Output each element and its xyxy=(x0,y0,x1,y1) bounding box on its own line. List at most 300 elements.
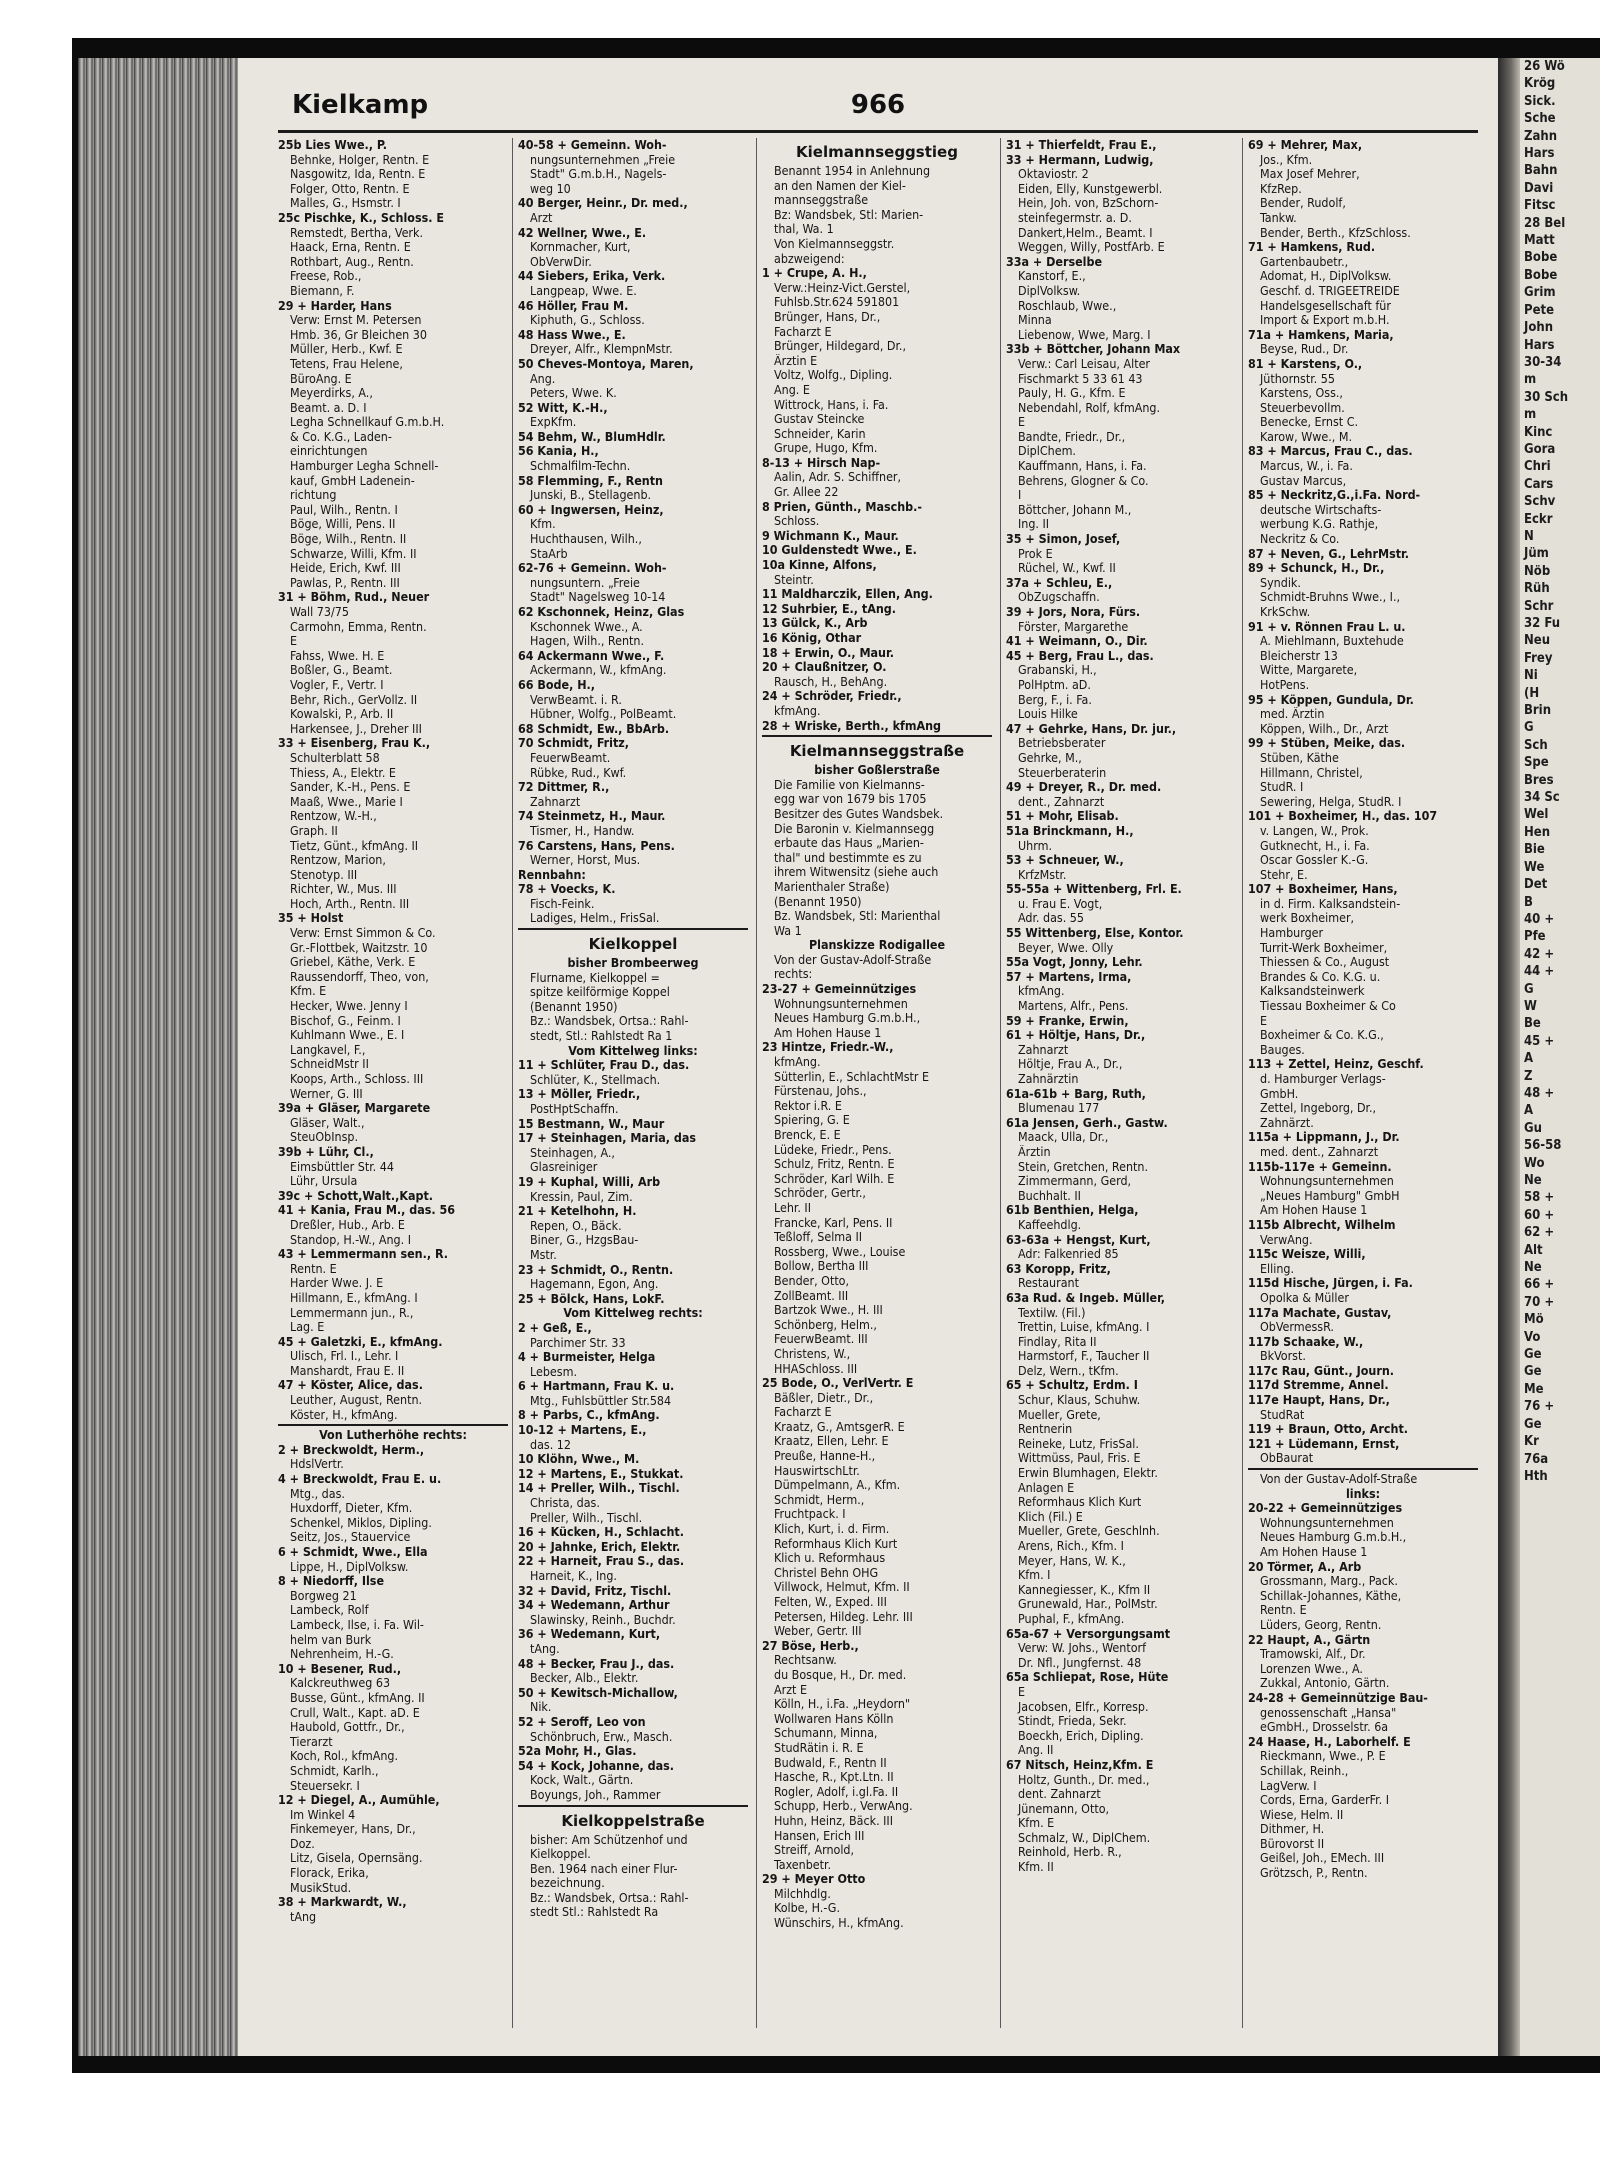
directory-entry: bisher: Am Schützenhof und xyxy=(530,1832,688,1847)
directory-entry: Reformhaus Klich Kurt xyxy=(1018,1495,1142,1510)
directory-entry: 23 + Schmidt, O., Rentn. xyxy=(518,1262,674,1277)
directory-entry: 14 + Preller, Wilh., Tischl. xyxy=(518,1481,680,1496)
directory-entry: Oscar Gossler K.-G. xyxy=(1260,853,1369,868)
directory-entry: Petersen, Hildeg. Lehr. III xyxy=(774,1609,913,1624)
directory-entry: 51a Brinckmann, H., xyxy=(1006,823,1134,838)
next-page-line: Ge xyxy=(1524,1347,1542,1363)
directory-entry: Milchhdlg. xyxy=(774,1886,831,1901)
directory-entry: stedt, Stl.: Rahlstedt Ra 1 xyxy=(530,1029,673,1044)
directory-entry: Kiphuth, G., Schloss. xyxy=(530,313,645,328)
directory-entry: 91 + v. Rönnen Frau L. u. xyxy=(1248,619,1406,634)
directory-entry: 8 Prien, Günth., Maschb.- xyxy=(762,499,923,514)
directory-entry: Schröder, Gertr., xyxy=(774,1186,866,1201)
directory-entry: Jünemann, Otto, xyxy=(1018,1801,1110,1816)
directory-entry: 33 + Eisenberg, Frau K., xyxy=(278,736,431,751)
directory-entry: Steinhagen, A., xyxy=(530,1145,615,1160)
directory-entry: Rentnerin xyxy=(1018,1422,1073,1437)
directory-entry: Lüdeke, Friedr., Pens. xyxy=(774,1142,892,1157)
directory-entry: 20 + Jahnke, Erich, Elektr. xyxy=(518,1539,681,1554)
directory-entry: Kock, Walt., Gärtn. xyxy=(530,1773,634,1788)
directory-entry: 89 + Schunck, H., Dr., xyxy=(1248,561,1385,576)
directory-entry: Weber, Gertr. III xyxy=(774,1624,862,1639)
directory-entry: 50 + Kewitsch-Michallow, xyxy=(518,1685,678,1700)
directory-entry: 74 Steinmetz, H., Maur. xyxy=(518,809,666,824)
directory-entry: Syndik. xyxy=(1260,575,1301,590)
directory-entry: Verw.: Carl Leisau, Alter xyxy=(1018,356,1151,371)
next-page-line: Ne xyxy=(1524,1173,1542,1188)
directory-entry: 56 Kania, H., xyxy=(518,444,599,459)
directory-entry: Bischof, G., Feinm. I xyxy=(290,1013,401,1028)
directory-entry: Marcus, W., i. Fa. xyxy=(1260,459,1353,474)
next-page-line: 48 + xyxy=(1524,1085,1555,1101)
directory-entry: Stadt" Nagelsweg 10-14 xyxy=(530,590,666,605)
directory-entry: ihrem Witwensitz (siehe auch xyxy=(774,865,939,880)
directory-entry: Rogler, Adolf, i.gl.Fa. II xyxy=(774,1784,899,1799)
directory-entry: Rentn. E xyxy=(1260,1603,1307,1618)
directory-entry: Tismer, H., Handw. xyxy=(530,823,635,838)
directory-entry: Von Kielmannseggstr. xyxy=(774,236,895,251)
directory-entry: 117a Machate, Gustav, xyxy=(1248,1305,1392,1320)
next-page-line: Spe xyxy=(1524,755,1549,771)
directory-entry: Flurname, Kielkoppel = xyxy=(530,970,660,985)
directory-entry: PolHptm. aD. xyxy=(1018,677,1091,692)
directory-entry: 33b + Böttcher, Johann Max xyxy=(1006,342,1181,357)
directory-entry: Haack, Erna, Rentn. E xyxy=(290,240,411,255)
next-page-line: 60 + xyxy=(1524,1207,1555,1223)
directory-entry: Biemann, F. xyxy=(290,283,355,298)
section-subheading: Von Lutherhöhe rechts: xyxy=(319,1428,467,1443)
directory-entry: 72 Dittmer, R., xyxy=(518,780,610,795)
directory-entry: Mtg., das. xyxy=(290,1486,345,1501)
directory-entry: Biner, G., HzgsBau- xyxy=(530,1233,639,1248)
directory-entry: 43 + Lemmermann sen., R. xyxy=(278,1247,448,1262)
directory-entry: Lambeck, Rolf xyxy=(290,1603,369,1618)
next-page-line: Fitsc xyxy=(1524,198,1556,214)
directory-entry: 101 + Boxheimer, H., das. 107 xyxy=(1248,809,1438,824)
next-page-line: Hars xyxy=(1524,146,1555,162)
directory-entry: 27 Böse, Herb., xyxy=(762,1638,859,1653)
directory-entry: Tramowski, Alf., Dr. xyxy=(1260,1647,1366,1662)
directory-entry: 62-76 + Gemeinn. Woh- xyxy=(518,561,667,576)
next-page-line: Gora xyxy=(1524,441,1556,457)
section-subheading: bisher Brombeerweg xyxy=(567,956,699,971)
directory-entry: 48 Hass Wwe., E. xyxy=(518,327,626,342)
directory-entry: Schneider, Karin xyxy=(774,426,866,441)
next-page-line: Me xyxy=(1524,1381,1544,1397)
directory-entry: Koch, Rol., kfmAng. xyxy=(290,1749,399,1764)
next-page-line: 32 Fu xyxy=(1524,616,1561,631)
directory-entry: 67 Nitsch, Heinz,Kfm. E xyxy=(1006,1757,1154,1772)
directory-entry: 61b Benthien, Helga, xyxy=(1006,1203,1139,1218)
directory-entry: Meyerdirks, A., xyxy=(290,386,373,401)
next-page-line: Wel xyxy=(1524,807,1549,823)
directory-entry: HotPens. xyxy=(1260,677,1310,692)
directory-entry: Langkavel, F., xyxy=(290,1042,366,1057)
directory-entry: 11 + Schlüter, Frau D., das. xyxy=(518,1058,690,1073)
directory-entry: Köppen, Wilh., Dr., Arzt xyxy=(1260,721,1389,736)
next-page-line: Davi xyxy=(1524,180,1554,196)
directory-entry: Lebesm. xyxy=(530,1364,577,1379)
directory-entry: Harkensee, J., Dreher III xyxy=(290,721,422,736)
directory-entry: Gr.-Flottbek, Waitzstr. 10 xyxy=(290,940,428,955)
directory-entry: Zahnarzt xyxy=(530,794,581,809)
directory-entry: Wiese, Helm. II xyxy=(1260,1807,1344,1822)
column-1 xyxy=(278,138,508,2038)
directory-entry: 25 + Bölck, Hans, LokF. xyxy=(518,1291,665,1306)
directory-entry: spitze keilförmige Koppel xyxy=(530,985,670,1000)
next-page-line: 30-34 xyxy=(1524,354,1562,370)
directory-entry: Schmidt, Herm., xyxy=(774,1492,865,1507)
directory-entry: Pauly, H. G., Kfm. E xyxy=(1018,386,1126,401)
directory-entry: Boßler, G., Beamt. xyxy=(290,663,393,678)
street-heading: Kielmannseggstraße xyxy=(789,742,965,761)
directory-entry: 16 König, Othar xyxy=(762,631,862,645)
directory-entry: HauswirtschLtr. xyxy=(774,1463,860,1478)
directory-entry: Kfm. xyxy=(530,517,556,532)
directory-entry: Preller, Wilh., Tischl. xyxy=(530,1510,643,1525)
directory-entry: Hein, Joh. von, BzSchorn- xyxy=(1018,196,1159,211)
directory-entry: 62 Kschonnek, Heinz, Glas xyxy=(518,605,685,619)
directory-entry: Grossmann, Marg., Pack. xyxy=(1260,1574,1398,1589)
directory-entry: Benecke, Ernst C. xyxy=(1260,415,1359,430)
column-2 xyxy=(518,138,748,2038)
next-page-line: 56-58 xyxy=(1524,1138,1562,1154)
directory-page xyxy=(238,58,1498,2056)
directory-entry: DiplVolksw. xyxy=(1018,283,1081,298)
directory-entry: Wittmüss, Paul, Fris. E xyxy=(1018,1451,1141,1466)
directory-entry: Sewering, Helga, StudR. I xyxy=(1260,794,1402,809)
directory-entry: Hmb. 36, Gr Bleichen 30 xyxy=(290,327,427,342)
directory-entry: 52a Mohr, H., Glas. xyxy=(518,1744,637,1759)
directory-entry: Hillmann, Christel, xyxy=(1260,765,1363,780)
directory-entry: Ulisch, Frl. I., Lehr. I xyxy=(290,1349,399,1364)
directory-entry: Finkemeyer, Hans, Dr., xyxy=(290,1822,416,1837)
next-page-line: 34 Sc xyxy=(1524,790,1560,806)
directory-entry: Handelsgesellschaft für xyxy=(1260,298,1391,313)
directory-entry: 41 + Kania, Frau M., das. 56 xyxy=(278,1203,456,1218)
directory-entry: Rossberg, Wwe., Louise xyxy=(774,1244,906,1259)
directory-entry: Nehrenheim, H.-G. xyxy=(290,1647,394,1662)
directory-entry: 24-28 + Gemeinnützige Bau- xyxy=(1248,1690,1428,1705)
next-page-line: Grim xyxy=(1524,285,1556,301)
directory-entry: 51 + Mohr, Elisab. xyxy=(1006,809,1119,824)
directory-entry: Hagemann, Egon, Ang. xyxy=(530,1277,659,1292)
directory-entry: 55 Wittenberg, Else, Kontor. xyxy=(1006,926,1184,941)
directory-entry: 54 Behm, W., BlumHdlr. xyxy=(518,429,666,444)
directory-entry: Beyer, Wwe. Olly xyxy=(1018,940,1114,955)
directory-entry: ObZugschaffn. xyxy=(1018,590,1100,605)
directory-entry: I xyxy=(1018,488,1022,503)
directory-entry: Vogler, F., Vertr. I xyxy=(290,677,384,692)
directory-entry: 76 Carstens, Hans, Pens. xyxy=(518,838,675,853)
directory-entry: Francke, Karl, Pens. II xyxy=(774,1215,893,1230)
directory-entry: Ing. II xyxy=(1018,517,1050,532)
column-divider xyxy=(756,138,757,2028)
directory-entry: Schmidt, Karlh., xyxy=(290,1763,379,1778)
directory-entry: Nasgowitz, Ida, Rentn. E xyxy=(290,167,426,182)
directory-entry: Behr, Rich., GerVollz. II xyxy=(290,692,418,707)
next-page-line: Sche xyxy=(1524,111,1556,127)
directory-entry: steinfegermstr. a. D. xyxy=(1018,210,1132,225)
directory-entry: Taxenbetr. xyxy=(774,1857,832,1872)
directory-entry: Standop, H.-W., Ang. I xyxy=(290,1232,411,1247)
directory-entry: 115b Albrecht, Wilhelm xyxy=(1248,1217,1396,1232)
directory-entry: Richter, W., Mus. III xyxy=(290,882,397,897)
directory-entry: Textilw. (Fil.) xyxy=(1018,1305,1086,1320)
directory-entry: Kfm. I xyxy=(1018,1568,1051,1583)
directory-entry: Die Familie von Kielmanns- xyxy=(774,777,925,792)
directory-entry: 39a + Gläser, Margarete xyxy=(278,1101,431,1116)
directory-entry: 23-27 + Gemeinnütziges xyxy=(762,982,917,997)
directory-entry: Brünger, Hans, Dr., xyxy=(774,309,881,324)
directory-entry: Bäßler, Dietr., Dr., xyxy=(774,1390,874,1405)
directory-entry: Griebel, Käthe, Verk. E xyxy=(290,955,416,970)
directory-entry: VerwAng. xyxy=(1260,1232,1313,1247)
directory-entry: Wohnungsunternehmen xyxy=(1260,1174,1394,1189)
directory-entry: Hecker, Wwe. Jenny I xyxy=(290,999,408,1014)
directory-entry: 115d Hische, Jürgen, i. Fa. xyxy=(1248,1276,1413,1291)
directory-entry: Stein, Gretchen, Rentn. xyxy=(1018,1159,1149,1174)
page-header xyxy=(278,82,1478,133)
next-page-line: Neu xyxy=(1524,633,1551,649)
directory-entry: Wünschirs, H., kfmAng. xyxy=(774,1916,904,1931)
directory-entry: 20 + Claußnitzer, O. xyxy=(762,660,887,675)
directory-entry: Liebenow, Wwe, Marg. I xyxy=(1018,327,1151,342)
directory-entry: LagVerw. I xyxy=(1260,1778,1317,1793)
directory-entry: Doz. xyxy=(290,1836,315,1851)
directory-entry: Bz.: Wandsbek, Ortsa.: Rahl- xyxy=(530,1014,689,1029)
directory-entry: 22 Haupt, A., Gärtn xyxy=(1248,1632,1371,1647)
directory-entry: 121 + Lüdemann, Ernst, xyxy=(1248,1436,1400,1451)
directory-entry: Schröder, Karl Wilh. E xyxy=(774,1171,895,1186)
directory-entry: Schillak, Reinh., xyxy=(1260,1763,1349,1778)
directory-entry: med. Ärztin xyxy=(1260,707,1325,722)
directory-entry: Bartzok Wwe., H. III xyxy=(774,1303,883,1318)
directory-entry: 21 + Ketelhohn, H. xyxy=(518,1204,637,1219)
next-page-line: Be xyxy=(1524,1016,1541,1032)
directory-entry: Rieckmann, Wwe., P. E xyxy=(1260,1749,1386,1764)
directory-entry: Seitz, Jos., Stauervice xyxy=(290,1530,411,1545)
directory-entry: 2 + Breckwoldt, Herm., xyxy=(278,1442,425,1457)
directory-entry: Wohnungsunternehmen xyxy=(1260,1515,1394,1530)
next-page-line: G xyxy=(1524,720,1534,736)
directory-entry: Schupp, Herb., VerwAng. xyxy=(774,1799,913,1814)
next-page-line: John xyxy=(1524,320,1554,336)
directory-entry: Steuerberaterin xyxy=(1018,765,1107,780)
directory-entry: Betriebsberater xyxy=(1018,736,1106,751)
column-3 xyxy=(762,138,992,2038)
directory-entry: StudR. I xyxy=(1260,780,1304,795)
directory-entry: Felten, W., Exped. III xyxy=(774,1595,887,1609)
directory-entry: Bz: Wandsbek, Stl: Marien- xyxy=(774,207,924,222)
directory-entry: Ärztin xyxy=(1018,1144,1051,1159)
directory-entry: Facharzt E xyxy=(774,1405,832,1420)
directory-entry: Reinhold, Herb. R., xyxy=(1018,1845,1122,1860)
next-page-line: 45 + xyxy=(1524,1033,1555,1049)
directory-entry: werbung K.G. Rathje, xyxy=(1260,517,1379,532)
next-page-line: Eckr xyxy=(1524,511,1553,527)
directory-entry: Import & Export m.b.H. xyxy=(1260,313,1390,328)
directory-entry: 52 Witt, K.-H., xyxy=(518,400,608,415)
directory-entry: Folger, Otto, Rentn. E xyxy=(290,181,410,196)
directory-entry: A. Miehlmann, Buxtehude xyxy=(1260,634,1404,649)
directory-entry: KrkSchw. xyxy=(1260,605,1311,619)
directory-entry: 12 Suhrbier, E., tAng. xyxy=(762,601,897,616)
directory-entry: Kschonnek Wwe., A. xyxy=(530,619,643,634)
directory-entry: Kauffmann, Hans, i. Fa. xyxy=(1018,459,1147,474)
directory-entry: rechts: xyxy=(774,967,813,982)
directory-entry: 22 + Harneit, Frau S., das. xyxy=(518,1554,685,1569)
next-page-line: 42 + xyxy=(1524,946,1555,962)
directory-entry: 63a Rud. & Ingeb. Müller, xyxy=(1006,1290,1165,1305)
directory-entry: Teßloff, Selma II xyxy=(774,1230,863,1245)
directory-entry: 42 Wellner, Wwe., E. xyxy=(518,225,647,240)
directory-entry: dent. Zahnarzt xyxy=(1018,1787,1101,1802)
column-divider xyxy=(512,138,513,2028)
directory-entry: Mueller, Grete, xyxy=(1018,1407,1101,1422)
directory-entry: thal, Wa. 1 xyxy=(774,222,834,237)
directory-entry: FeuerwBeamt. xyxy=(530,750,611,765)
directory-entry: HdslVertr. xyxy=(290,1457,344,1472)
directory-entry: Christa, das. xyxy=(530,1496,600,1511)
directory-entry: 1 + Crupe, A. H., xyxy=(762,266,867,281)
directory-entry: Holtz, Gunth., Dr. med., xyxy=(1018,1772,1150,1787)
directory-entry: Besitzer des Gutes Wandsbek. xyxy=(774,806,944,821)
directory-entry: Lambeck, Ilse, i. Fa. Wil- xyxy=(290,1617,424,1632)
directory-entry: Dreyer, Alfr., KlempnMstr. xyxy=(530,342,673,357)
directory-entry: 18 + Erwin, O., Maur. xyxy=(762,645,894,660)
directory-entry: 46 Höller, Frau M. xyxy=(518,298,629,313)
directory-entry: 28 + Wriske, Berth., kfmAng xyxy=(762,718,941,733)
directory-entry: 54 + Kock, Johanne, das. xyxy=(518,1758,675,1773)
directory-entry: Junski, B., Stellagenb. xyxy=(530,488,652,503)
directory-entry: 25c Pischke, K., Schloss. E xyxy=(278,210,444,225)
directory-entry: Gläser, Walt., xyxy=(290,1115,365,1130)
directory-entry: Wall 73/75 xyxy=(290,605,349,619)
directory-entry: Stenotyp. III xyxy=(290,867,358,882)
directory-entry: Freese, Rob., xyxy=(290,269,362,284)
directory-entry: Rentzow, W.-H., xyxy=(290,809,377,824)
directory-entry: das. 12 xyxy=(530,1437,571,1452)
directory-entry: Voltz, Wolfg., Dipling. xyxy=(774,368,893,383)
directory-entry: Mstr. xyxy=(530,1247,557,1262)
directory-entry: Böttcher, Johann M., xyxy=(1018,502,1132,517)
directory-entry: Neckritz & Co. xyxy=(1260,532,1340,547)
next-page-line: Hen xyxy=(1524,824,1551,840)
next-page-line: Zahn xyxy=(1524,128,1558,144)
directory-entry: BüroAng. E xyxy=(290,371,352,386)
directory-entry: 37a + Schleu, E., xyxy=(1006,575,1113,590)
directory-entry: 16 + Kücken, H., Schlacht. xyxy=(518,1525,684,1540)
directory-entry: Huhn, Heinz, Bäck. III xyxy=(774,1813,893,1828)
directory-entry: 117c Rau, Günt., Journ. xyxy=(1248,1363,1395,1378)
directory-entry: Lemmermann jun., R., xyxy=(290,1305,414,1320)
directory-entry: Hübner, Wolfg., PolBeamt. xyxy=(530,707,677,722)
directory-entry: Anlagen E xyxy=(1018,1480,1075,1495)
directory-entry: 107 + Boxheimer, Hans, xyxy=(1248,882,1398,897)
directory-entry: SteuObInsp. xyxy=(290,1130,359,1145)
directory-entry: Fahss, Wwe. H. E xyxy=(290,648,385,663)
directory-entry: Slawinsky, Reinh., Buchdr. xyxy=(530,1612,676,1627)
directory-entry: Gartenbaubetr., xyxy=(1260,254,1349,269)
directory-entry: ExpKfm. xyxy=(530,415,577,430)
directory-entry: Spiering, G. E xyxy=(774,1113,850,1128)
directory-entry: Gutknecht, H., i. Fa. xyxy=(1260,838,1370,853)
directory-entry: 61 + Höltje, Hans, Dr., xyxy=(1006,1028,1146,1043)
directory-entry: 115b-117e + Gemeinn. xyxy=(1248,1159,1392,1174)
directory-entry: Lüders, Georg, Rentn. xyxy=(1260,1617,1382,1632)
directory-entry: Kalckreuthweg 63 xyxy=(290,1676,391,1691)
column-divider xyxy=(1000,138,1001,2028)
directory-entry: 113 + Zettel, Heinz, Geschf. xyxy=(1248,1057,1424,1072)
directory-entry: Ladiges, Helm., FrisSal. xyxy=(530,911,660,926)
directory-entry: Litz, Gisela, Opernsäng. xyxy=(290,1851,423,1866)
next-page-line: Cars xyxy=(1524,476,1554,492)
directory-entry: Arens, Rich., Kfm. I xyxy=(1018,1539,1124,1553)
directory-entry: Huchthausen, Wilh., xyxy=(530,532,642,547)
directory-entry: Lag. E xyxy=(290,1320,325,1335)
directory-entry: Parchimer Str. 33 xyxy=(530,1335,626,1350)
directory-entry: Tietz, Günt., kfmAng. II xyxy=(290,838,419,853)
directory-entry: Gustav Marcus, xyxy=(1260,473,1347,488)
directory-entry: Buchhalt. II xyxy=(1018,1188,1081,1203)
column-4 xyxy=(1006,138,1236,2038)
directory-entry: Max Josef Mehrer, xyxy=(1260,167,1360,182)
directory-entry: in d. Firm. Kalksandstein- xyxy=(1260,896,1401,911)
directory-entry: Höltje, Frau A., Dr., xyxy=(1018,1057,1123,1072)
directory-entry: Ackermann, W., kfmAng. xyxy=(530,663,667,678)
directory-entry: Klich u. Reformhaus xyxy=(774,1551,886,1566)
next-page-line: Bie xyxy=(1524,842,1545,858)
next-page-line: 28 Bel xyxy=(1524,215,1566,231)
directory-entry: FeuerwBeamt. III xyxy=(774,1332,868,1347)
directory-entry: 2 + Geß, E., xyxy=(518,1320,592,1335)
directory-entry: Kowalski, P., Arb. II xyxy=(290,707,394,722)
next-page-line: Det xyxy=(1524,877,1548,893)
directory-entry: thal" und bestimmte es zu xyxy=(774,850,922,865)
next-page-line: B xyxy=(1524,894,1533,910)
directory-entry: Raussendorff, Theo, von, xyxy=(290,969,429,984)
directory-entry: Karow, Wwe., M. xyxy=(1260,429,1353,444)
directory-entry: 15 Bestmann, W., Maur xyxy=(518,1116,665,1131)
directory-entry: Busse, Günt., kfmAng. II xyxy=(290,1690,425,1705)
directory-entry: Werner, Horst, Mus. xyxy=(530,853,641,868)
directory-entry: Kuhlmann Wwe., E. I xyxy=(290,1028,405,1043)
directory-entry: PostHptSchaffn. xyxy=(530,1102,619,1116)
directory-entry: Steuerbevollm. xyxy=(1260,400,1345,415)
directory-entry: 9 Wichmann K., Maur. xyxy=(762,528,899,543)
directory-entry: Peters, Wwe. K. xyxy=(530,386,617,401)
directory-entry: 24 + Schröder, Friedr., xyxy=(762,689,902,704)
directory-entry: tAng. xyxy=(530,1641,560,1656)
directory-entry: Eiden, Elly, Kunstgewerbl. xyxy=(1018,181,1163,196)
directory-entry: 52 + Seroff, Leo von xyxy=(518,1714,646,1729)
directory-entry: Adr: Falkenried 85 xyxy=(1018,1247,1119,1262)
next-page-line: Ge xyxy=(1524,1364,1542,1380)
directory-entry: Huxdorff, Dieter, Kfm. xyxy=(290,1501,413,1516)
directory-entry: ObBaurat xyxy=(1260,1451,1314,1466)
directory-entry: 99 + Stüben, Meike, das. xyxy=(1248,736,1406,751)
directory-entry: 61a-61b + Barg, Ruth, xyxy=(1006,1086,1146,1101)
directory-entry: Fürstenau, Johs., xyxy=(774,1084,867,1099)
directory-entry: 10-12 + Martens, E., xyxy=(518,1423,647,1438)
directory-entry: 48 + Becker, Frau J., das. xyxy=(518,1656,675,1671)
directory-entry: Uhrm. xyxy=(1018,838,1052,853)
next-page-fragment xyxy=(1520,58,1600,2056)
directory-entry: Bz. Wandsbek, Stl: Marienthal xyxy=(774,909,941,924)
directory-entry: 32 + David, Fritz, Tischl. xyxy=(518,1583,672,1598)
directory-entry: Streiff, Arnold, xyxy=(774,1843,855,1858)
